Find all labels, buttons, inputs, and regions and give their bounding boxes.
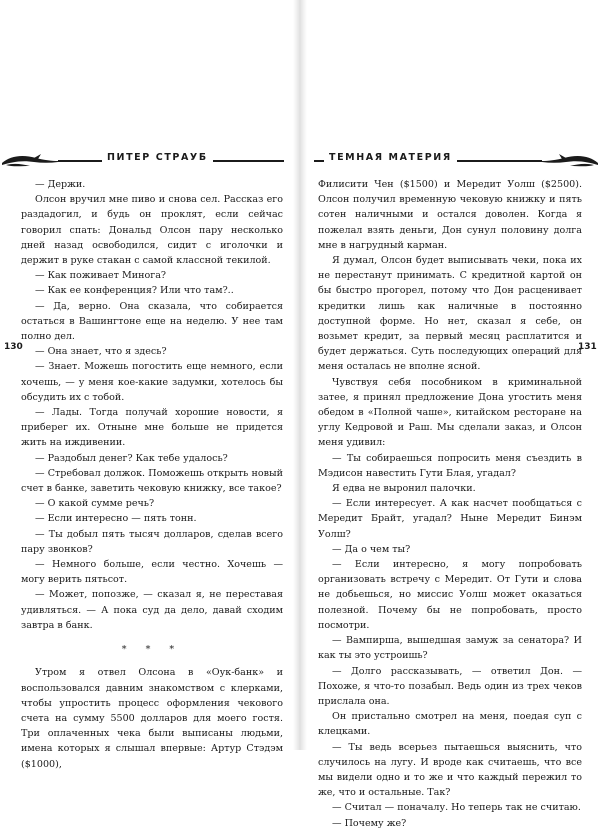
paragraph: Чувствуя себя пособником в криминальной затее, я принял предложение Дона угостить меня обедом в «Полной чаше», китайском ресторане на углу Кедровой и Раш. Мы сделали заказ, и Олсон меня удивил: [318,376,582,449]
running-head-right [302,150,600,170]
paragraph: — Как поживает Минога? [35,270,167,282]
section-break-stars: * * * [121,644,183,656]
paragraph: — Ты собираешься попросить меня съездить в Мэдисон навестить Гути Блая, угадал? [318,452,582,479]
running-head-title: ТЕМНАЯ МАТЕРИЯ [324,152,457,163]
paragraph: — Она знает, что я здесь? [35,346,167,358]
paragraph: — Если интересует. А как насчет пообщаться с Мередит Брайт, угадал? Ныне Мередит Бинэм Уолш? [318,498,582,540]
paragraph: — Почему же? [332,817,407,829]
paragraph: — Знает. Можешь погостить еще немного, если хочешь, — у меня кое-какие задумки, хотелось бы обсудить их с тобой. [21,361,283,403]
paragraph: — Как ее конференция? Или что там?.. [35,285,234,297]
running-head-title: ПИТЕР СТРАУБ [102,152,213,163]
paragraph: Я думал, Олсон будет выписывать чеки, пока их не перестанут принимать. С кредитной картой он бы быстро прогорел, потому что Дон расценивает кредитки лишь как наличные в постоянно доступной форме. Но нет, сказал я себе, он возьмет кредит, за первый месяц расплатится и будет держаться. Суть последующих операций для меня осталась не вполне ясной. [318,255,582,373]
paragraph: — Ты добыл пять тысяч долларов, сделав всего пару звонков? [21,528,283,555]
paragraph: Утром я отвел Олсона в «Оук-банк» и воспользовался давним знакомством с клерками, чтобы упростить процесс оформления чекового счета на сумму 5500 долларов для моего гостя. Три оплаченных чека были выписаны людьми, имена которых я слышал впервые: Артур Стэдэм ($1000), [21,667,283,770]
paragraph: — Лады. Тогда получай хорошие новости, я приберег их. Отныне мне больше не придется жить на иждивении. [21,407,283,449]
brush-ornament-icon [0,150,60,170]
page-number-right: 131 [578,342,597,352]
paragraph: — Вампирша, вышедшая замуж за сенатора? И как ты это устроишь? [318,635,582,662]
paragraph: — Долго рассказывать, — ответил Дон. — Похоже, я что-то позабыл. Ведь один из трех чеков прислала она. [318,665,582,707]
paragraph: — Считал — поначалу. Но теперь так не считаю. [332,802,581,814]
paragraph: — О какой сумме речь? [35,498,155,510]
paragraph: — Раздобыл денег? Как тебе удалось? [35,452,228,464]
paragraph: — Может, попозже, — сказал я, не переставая удивляться. — А пока суд да дело, давай сходим завтра в банк. [21,589,283,631]
paragraph: — Да, верно. Она сказала, что собирается остаться в Вашингтоне еще на неделю. У нее там полно дел. [21,300,283,343]
paragraph: Он пристально смотрел на меня, поедая суп с клецками. [318,711,582,738]
paragraph: — Немного больше, если честно. Хочешь — могу верить пятьсот. [21,559,283,586]
right-page [302,0,600,829]
brush-ornament-icon [540,150,600,170]
paragraph: — Да о чем ты? [332,543,411,555]
paragraph: — Держи. [35,179,86,190]
paragraph: — Если интересно, я могу попробовать организовать встречу с Мередит. От Гути и слова не добьешься, но миссис Уолш может оказаться полезной. Почему бы не попробовать, просто посмотри. [318,559,582,631]
page-number-left: 130 [4,342,23,352]
paragraph: Я едва не выронил палочки. [332,483,476,495]
paragraph: — Если интересно — пять тонн. [35,513,197,525]
left-page [0,0,298,770]
paragraph: Филисити Чен ($1500) и Мередит Уолш ($2500). Олсон получил временную чековую книжку и пять сотен наличными и остался доволен. Когда я пожелал взять деньги, Дон сунул половину долга мне в нагрудный карман. [318,179,582,251]
right-page-text [318,177,582,831]
left-page-text [21,177,283,772]
paragraph: — Ты ведь всерьез пытаешься выяснить, что случилось на лугу. И вроде как считаешь, что все мы видели одно и то же и что каждый пережил то же, что и остальные. Так? [318,741,582,799]
running-head-left [0,150,298,170]
paragraph: — Стребовал должок. Поможешь открыть новый счет в банке, заветить чековую книжку, все такое? [21,467,283,495]
paragraph: Олсон вручил мне пиво и снова сел. Рассказ его раздадогил, и будь он проклят, если сейчас говорил спать: Дональд Олсон пару несколько дней назад освободился, сидит с иголочки и держит в руке стакан с самой классной текилой. [21,194,283,267]
